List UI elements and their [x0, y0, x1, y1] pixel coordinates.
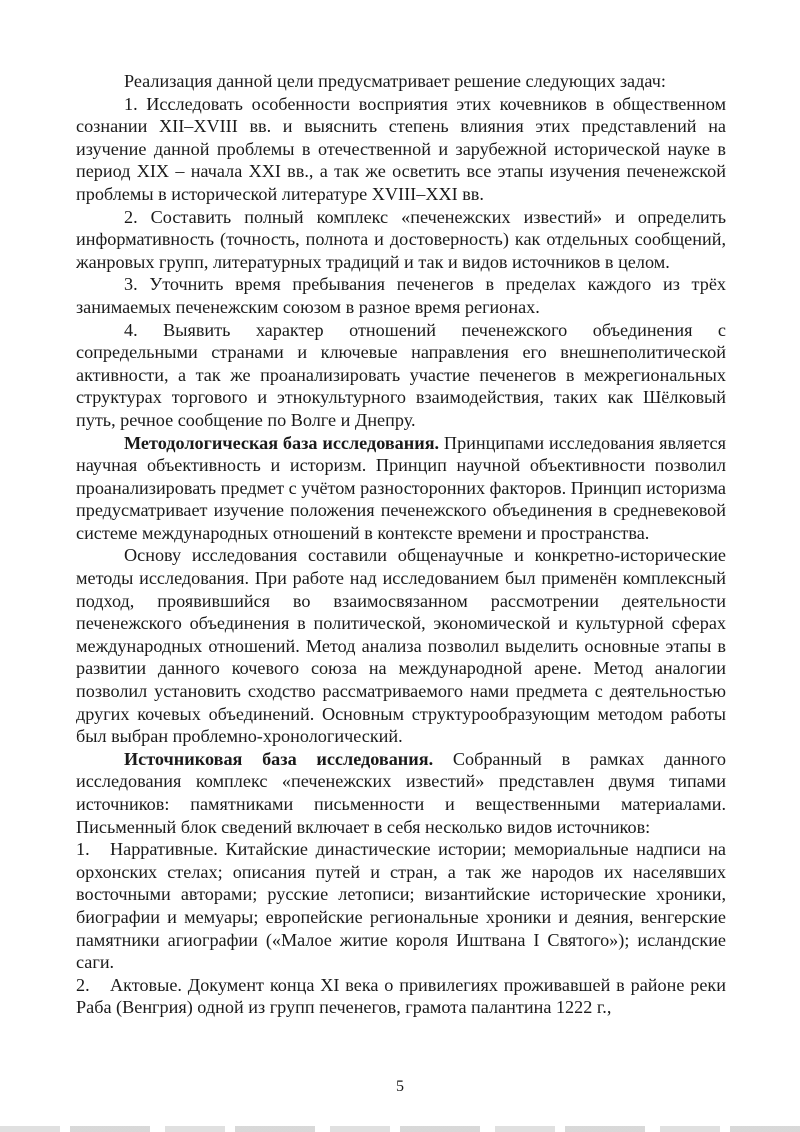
document-page [76, 70, 726, 1019]
page-number: 5 [396, 1078, 404, 1095]
sources-heading: Источниковая база исследования. [124, 748, 434, 769]
paragraph-sources: Источниковая база исследования. Собранный в рамках данного исследования комплекс «печенежских известий» представлен двумя типами источников: памятниками письменности и вещественными материалами. Письменный блок сведений включает в себя несколько видов источников: [76, 748, 726, 837]
paragraph-task-1: 1. Исследовать особенности восприятия этих кочевников в общественном сознании XII–XVIII вв. и выяснить степень влияния этих представлений на изучение данной проблемы в отечественной и зарубежной исторической науке в период XIX – начала XXI вв., а так же осветить все этапы изучения печенежской проблемы в исторической литературе XVIII–XXI вв. [76, 93, 726, 204]
list-item-narrative: 1. Нарративные. Китайские династические истории; мемориальные надписи на орхонских стелах; описания путей и стран, а так же народов их населявших восточными авторами; русские летописи; византийские исторические хроники, биографии и мемуары; европейские региональные хроники и деяния, венгерские памятники агиографии («Малое житие короля Иштвана I Святого»); исландские саги. [76, 839, 726, 973]
paragraph-methodology: Методологическая база исследования. Принципами исследования является научная объективность и историзм. Принцип научной объективности позволил проанализировать предмет с учётом разносторонних факторов. Принцип историзма предусматривает изучение положения печенежского объединения в средневековой системе международных отношений в контексте времени и пространства. [76, 432, 726, 543]
list-number: 2. [76, 974, 90, 995]
scan-edge-divider [0, 1126, 800, 1132]
paragraph-methods: Основу исследования составили общенаучные и конкретно-исторические методы исследования. При работе над исследованием был применён комплексный подход, проявившийся во взаимосвязанном рассмотрении деятельности печенежского объединения в политической, экономической и культурной сферах международных отношений. Метод анализа позволил выделить основные этапы в развитии данного кочевого союза на международной арене. Метод аналогии позволил установить сходство рассматриваемого нами предмета с деятельностью других кочевых объединений. Основным структурообразующим методом работы был выбран проблемно-хронологический. [76, 545, 726, 747]
paragraph-task-3: 3. Уточнить время пребывания печенегов в пределах каждого из трёх занимаемых печенежским союзом в разное время регионах. [76, 274, 726, 317]
list-number: 1. [76, 839, 90, 860]
paragraph-task-2: 2. Составить полный комплекс «печенежских известий» и определить информативность (точность, полнота и достоверность) как отдельных сообщений, жанровых групп, литературных традиций и так и видов источников в целом. [76, 206, 726, 272]
methodology-heading: Методологическая база исследования. [124, 432, 440, 453]
list-item-acts: 2. Актовые. Документ конца XI века о привилегиях проживавшей в районе реки Раба (Венгрия) одной из групп печенегов, грамота палантина 1222 г., [76, 974, 726, 1018]
paragraph-tasks-intro: Реализация данной цели предусматривает решение следующих задач: [124, 71, 666, 91]
paragraph-task-4: 4. Выявить характер отношений печенежского объединения с сопредельными странами и ключевые направления его внешнеполитической активности, а так же проанализировать участие печенегов в межрегиональных структурах торгового и этнокультурного взаимодействия, таких как Шёлковый путь, речное сообщение по Волге и Днепру. [76, 319, 726, 430]
